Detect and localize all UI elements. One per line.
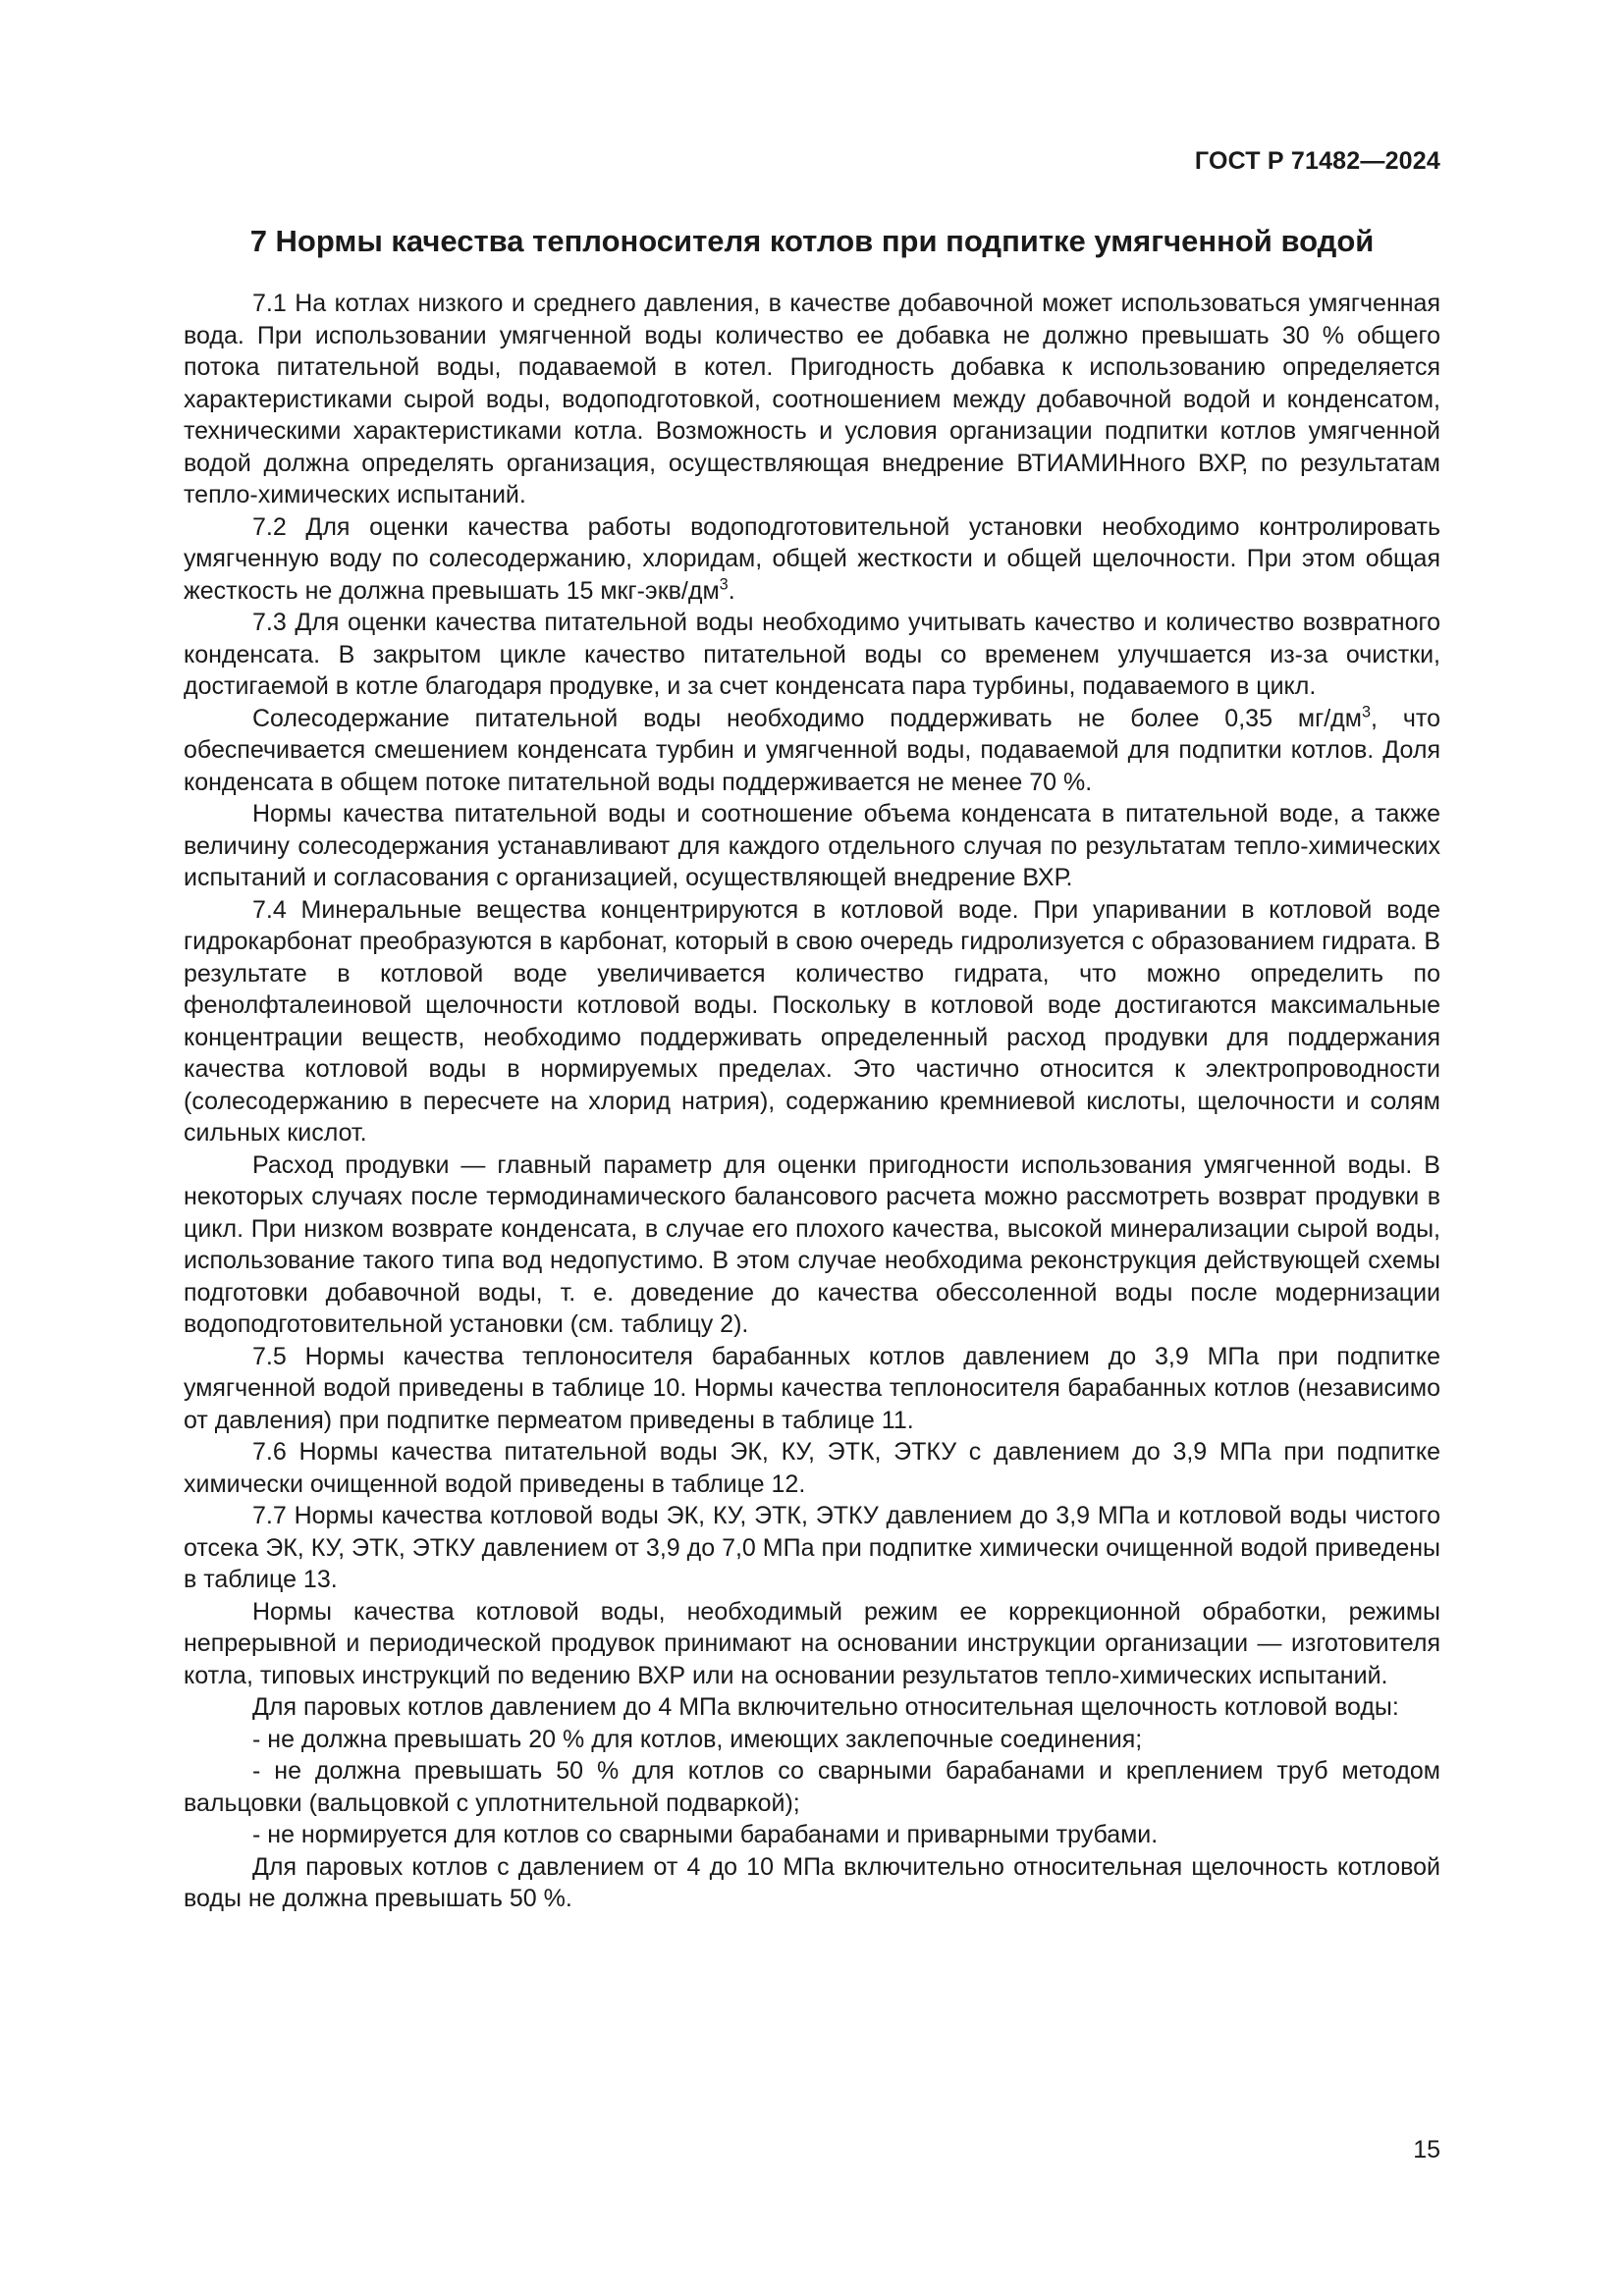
paragraph-7-6: 7.6 Нормы качества питательной воды ЭК, КУ, ЭТК, ЭТКУ с давлением до 3,9 МПа при подпитке химически очищенной водой приведены в таблице 12. (184, 1438, 1440, 1498)
paragraph-7-5: 7.5 Нормы качества теплоносителя барабанных котлов давлением до 3,9 МПа при подпитке умягченной водой приведены в таблице 10. Нормы качества теплоносителя барабанных котлов (независимо от давления) при подпитке пермеатом приведены в таблице 11. (184, 1342, 1440, 1434)
list-item-welded-welded: - не нормируется для котлов со сварными барабанами и приварными трубами. (252, 1821, 1159, 1848)
paragraph-salt-content: Солесодержание питательной воды необходимо поддерживать не более 0,35 $мг/дм^3$, что обеспечивается смешением конденсата турбин и умягченной воды, подаваемой для подпитки котлов. Доля конденсата в общем потоке питательной воды поддерживается не менее 70 %. (184, 703, 1440, 796)
standard-id-header: ГОСТ Р 71482—2024 (1194, 147, 1440, 175)
paragraph-alkalinity-10mpa: Для паровых котлов с давлением от 4 до 10 МПа включительно относительная щелочность котловой воды не должна превышать 50 %. (184, 1852, 1440, 1912)
paragraph-feedwater-norms: Нормы качества питательной воды и соотношение объема конденсата в питательной воде, а также величину солесодержания устанавливают для каждого отдельного случая по результатам тепло-химических испытаний и согласования с организацией, осуществляющей внедрение ВХР. (184, 800, 1440, 891)
paragraph-7-2: 7.2 Для оценки качества работы водоподготовительной установки необходимо контролировать умягченную воду по солесодержанию, хлоридам, общей жесткости и общей щелочности. При этом общая жесткость не должна превышать 15 мкг-$экв/дм^3$. (184, 512, 1440, 605)
paragraph-7-7: 7.7 Нормы качества котловой воды ЭК, КУ, ЭТК, ЭТКУ давлением до 3,9 МПа и котловой воды чистого отсека ЭК, КУ, ЭТК, ЭТКУ давлением от 3,9 до 7,0 МПа при подпитке химически очищенной водой приведены в таблице 13. (184, 1502, 1440, 1593)
page-number: 15 (1413, 2136, 1440, 2163)
paragraph-boiler-water-norms: Нормы качества котловой воды, необходимый режим ее коррекционной обработки, режимы непрерывной и периодической продувок принимают на основании инструкции организации — изготовителя котла, типовых инструкций по ведению ВХР или на основании результатов тепло-химических испытаний. (184, 1597, 1440, 1689)
paragraph-blowdown: Расход продувки — главный параметр для оценки пригодности использования умягченной воды. В некоторых случаях после термодинамического балансового расчета можно рассмотреть возврат продувки в цикл. При низком возврате конденсата, в случае его плохого качества, высокой минерализации сырой воды, использование такого типа вод недопустимо. В этом случае необходима реконструкция действующей схемы подготовки добавочной воды, т. е. доведение до качества обессоленной воды после модернизации водоподготовительной установки (см. таблицу 2). (184, 1150, 1440, 1338)
paragraph-7-4: 7.4 Минеральные вещества концентрируются в котловой воде. При упаривании в котловой воде гидрокарбонат преобразуются в карбонат, который в свою очередь гидролизуется с образованием гидрата. В результате в котловой воде увеличивается количество гидрата, что можно определить по фенолфталеиновой щелочности котловой воды. Поскольку в котловой воде достигаются максимальные концентрации веществ, необходимо поддерживать определенный расход продувки для поддержания качества котловой воды в нормируемых пределах. Это частично относится к электропроводности (солесодержанию в пересчете на хлорид натрия), содержанию кремниевой кислоты, щелочности и солям сильных кислот. (184, 895, 1440, 1147)
paragraph-7-3: 7.3 Для оценки качества питательной воды необходимо учитывать качество и количество возвратного конденсата. В закрытом цикле качество питательной воды со временем улучшается из-за очистки, достигаемой в котле благодаря продувке, и за счет конденсата пара турбины, подаваемого в цикл. (184, 609, 1440, 700)
list-item-riveted: - не должна превышать 20 % для котлов, имеющих заклепочные соединения; (252, 1725, 1143, 1753)
list-item-welded-rolled: - не должна превышать 50 % для котлов со сварными барабанами и креплением труб методом вальцовки (вальцовкой с уплотнительной подваркой); (184, 1757, 1440, 1817)
section-body (184, 288, 1440, 1915)
section-title: 7 Нормы качества теплоносителя котлов при подпитке умягченной водой (249, 224, 1375, 258)
paragraph-7-1: 7.1 На котлах низкого и среднего давления, в качестве добавочной может использоваться умягченная вода. При использовании умягченной воды количество ее добавка не должно превышать 30 % общего потока питательной воды, подаваемой в котел. Пригодность добавка к использованию определяется характеристиками сырой воды, водоподготовкой, соотношением между добавочной водой и конденсатом, техническими характеристиками котла. Возможность и условия организации подпитки котлов умягченной водой должна определять организация, осуществляющая внедрение ВТИАМИНного ВХР, по результатам тепло-химических испытаний. (184, 290, 1440, 508)
paragraph-alkalinity-4mpa: Для паровых котлов давлением до 4 МПа включительно относительная щелочность котловой воды: (252, 1693, 1399, 1721)
